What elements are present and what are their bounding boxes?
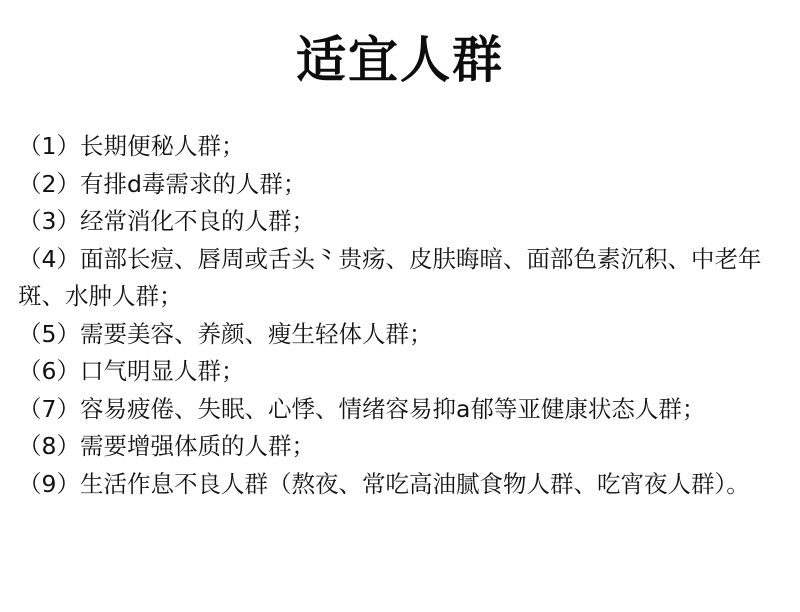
list-item: （9）生活作息不良人群（熬夜、常吃高油腻食物人群、吃宵夜人群）。 — [18, 469, 750, 498]
list-item: （5）需要美容、养颜、瘦生轻体人群； — [18, 319, 433, 348]
list-item: （6）口气明显人群； — [18, 357, 245, 385]
suitable-groups-list — [18, 128, 788, 503]
list-item: （3）经常消化不良的人群； — [18, 207, 315, 235]
list-item: （1）长期便秘人群； — [18, 132, 245, 160]
page-title: 适宜人群 — [296, 31, 504, 89]
list-item: （4）面部长痘、唇周或舌头⺀贵疡、皮肤晦暗、面部色素沉积、中老年斑、水肿人群； — [18, 244, 762, 310]
list-item: （8）需要增强体质的人群； — [18, 432, 315, 460]
list-item: （7）容易疲倦、失眠、心悸、情绪容易抑a郁等亚健康状态人群； — [18, 394, 706, 423]
list-item: （2）有排d毒需求的人群； — [18, 169, 307, 198]
